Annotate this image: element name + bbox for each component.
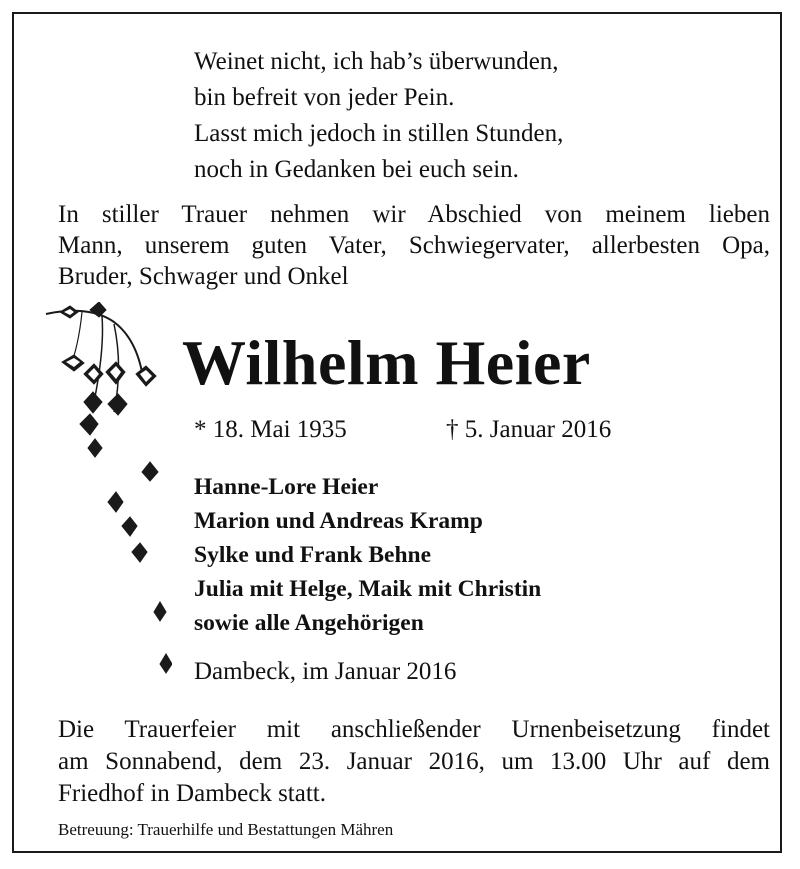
intro-text	[58, 199, 770, 292]
funeral-home-credit: Betreuung: Trauerhilfe und Bestattungen Mähren	[58, 820, 394, 839]
place-date: Dambeck, im Januar 2016	[194, 658, 457, 685]
service-line: am Sonnabend, dem 23. Januar 2016, um 13.00 Uhr auf dem	[58, 748, 770, 775]
mourner-line: Julia mit Helge, Maik mit Christin	[194, 576, 542, 602]
poem-line: noch in Gedanken bei euch sein.	[194, 156, 519, 183]
service-line: Die Trauerfeier mit anschließender Urnenbeisetzung findet	[58, 716, 770, 743]
poem-line: bin befreit von jeder Pein.	[194, 84, 455, 111]
intro-line: In stiller Trauer nehmen wir Abschied von meinem lieben	[58, 201, 770, 228]
poem-line: Weinet nicht, ich hab’s überwunden,	[194, 48, 559, 75]
mourners-list	[194, 470, 541, 640]
deceased-name: Wilhelm Heier	[182, 327, 591, 398]
mourner-line: Sylke und Frank Behne	[194, 542, 432, 568]
intro-line: Mann, unserem guten Vater, Schwiegervater, allerbesten Opa,	[58, 232, 770, 259]
birth-date: * 18. Mai 1935	[194, 416, 347, 443]
mourner-line: Hanne-Lore Heier	[194, 474, 379, 500]
mourner-line: sowie alle Angehörigen	[194, 610, 424, 636]
service-line: Friedhof in Dambeck statt.	[58, 780, 326, 807]
death-date: † 5. Januar 2016	[446, 416, 612, 443]
poem	[194, 44, 563, 188]
falling-leaves-branch-icon	[42, 302, 172, 702]
obituary-notice	[12, 12, 782, 853]
poem-line: Lasst mich jedoch in stillen Stunden,	[194, 120, 564, 147]
mourner-line: Marion und Andreas Kramp	[194, 508, 483, 534]
intro-line: Bruder, Schwager und Onkel	[58, 263, 349, 290]
service-info	[58, 714, 770, 810]
